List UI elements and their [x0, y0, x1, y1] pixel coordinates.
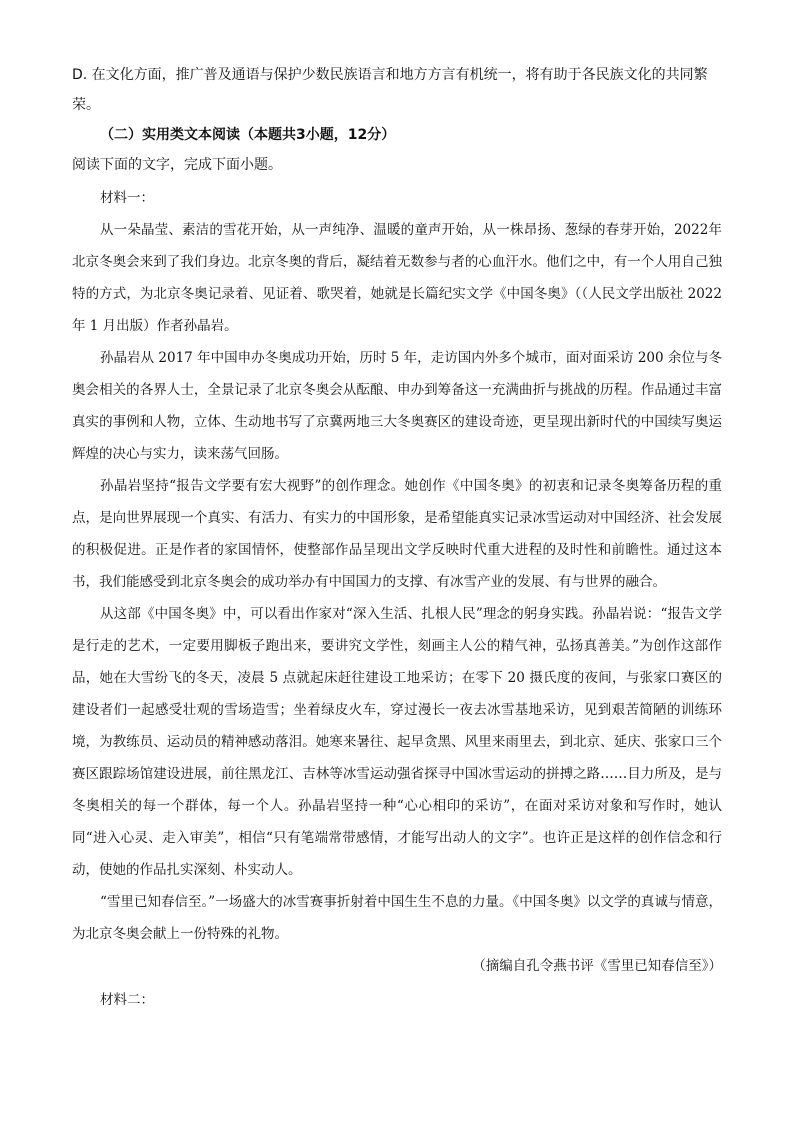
material1-paragraph-2: 孙晶岩从 2017 年中国申办冬奥成功开始，历时 5 年，走访国内外多个城市，面对面采访 200 余位与冬奥会相关的各界人士，全景记录了北京冬奥会从酝酿、申办到筹备这一充满曲折与挑战的历程。作品通过丰富真实的事例和人物，立体、生动地书写了京冀两地三大冬奥赛区的建设奇迹，更呈现出新时代的中国续写奥运辉煌的决心与实力，读来荡气回肠。: [72, 350, 722, 462]
material1-source: （摘编自孔令燕书评《雪里已知春信至》）: [472, 958, 722, 974]
material1-paragraph-5: “雪里已知春信至。”一场盛大的冰雪赛事折射着中国生生不息的力量。《中国冬奥》以文学的真诚与情意，为北京冬奥会献上一份特殊的礼物。: [72, 894, 722, 942]
section-heading: （二）实用类文本阅读（本题共3小题，12分）: [100, 127, 396, 143]
material1-label: 材料一：: [100, 190, 154, 206]
material1-paragraph-3: 孙晶岩坚持“报告文学要有宏大视野”的创作理念。她创作《中国冬奥》的初衷和记录冬奥筹备历程的重点，是向世界展现一个真实、有活力、有实力的中国形象，是希望能真实记录冰雪运动对中国经济、社会发展的积极促进。正是作者的家国情怀，使整部作品呈现出文学反映时代重大进程的及时性和前瞻性。通过这本书，我们能感受到北京冬奥会的成功举办有中国国力的支撑、有冰雪产业的发展、有与世界的融合。: [72, 478, 722, 590]
material1-paragraph-4: 从这部《中国冬奥》中，可以看出作家对“深入生活、扎根人民”理念的躬身实践。孙晶岩说：“报告文学是行走的艺术，一定要用脚板子跑出来，要讲究文学性，刻画主人公的精气神，弘扬真善美。”为创作这部作品，她在大雪纷飞的冬天，凌晨 5 点就起床赶往建设工地采访；在零下 20 摄氏度的夜间，与张家口赛区的建设者们一起感受壮观的雪场造雪；坐着绿皮火车，穿过漫长一夜去冰雪基地采访，见到艰苦简陋的训练环境，为教练员、运动员的精神感动落泪。她寒来暑往、起早贪黑、风里来雨里去，到北京、延庆、张家口三个赛区跟踪场馆建设进展，前往黑龙江、吉林等冰雪运动强省探寻中国冰雪运动的拼搏之路……目力所及，是与冬奥相关的每一个群体，每一个人。孙晶岩坚持一种“心心相印的采访”，在面对采访对象和写作时，她认同“进入心灵、走入审美”，相信“只有笔端常带感情，才能写出动人的文字”。也许正是这样的创作信念和行动，使她的作品扎实深刻、朴实动人。: [72, 606, 722, 878]
material2-label: 材料二：: [100, 992, 154, 1008]
instruction: 阅读下面的文字，完成下面小题。: [72, 157, 282, 173]
document-page: [72, 60, 722, 1016]
option-d: D. 在文化方面，推广普及通语与保护少数民族语言和地方方言有机统一，将有助于各民族文化的共同繁荣。: [72, 67, 708, 113]
material1-paragraph-1: 从一朵晶莹、素洁的雪花开始，从一声纯净、温暖的童声开始，从一株昂扬、葱绿的春芽开始，2022年北京冬奥会来到了我们身边。北京冬奥的背后，凝结着无数参与者的心血汗水。他们之中，有一个人用自己独特的方式，为北京冬奥记录着、见证着、歌哭着，她就是长篇纪实文学《中国冬奥》（（人民文学出版社 2022 年 1 月出版）作者孙晶岩。: [72, 222, 722, 334]
